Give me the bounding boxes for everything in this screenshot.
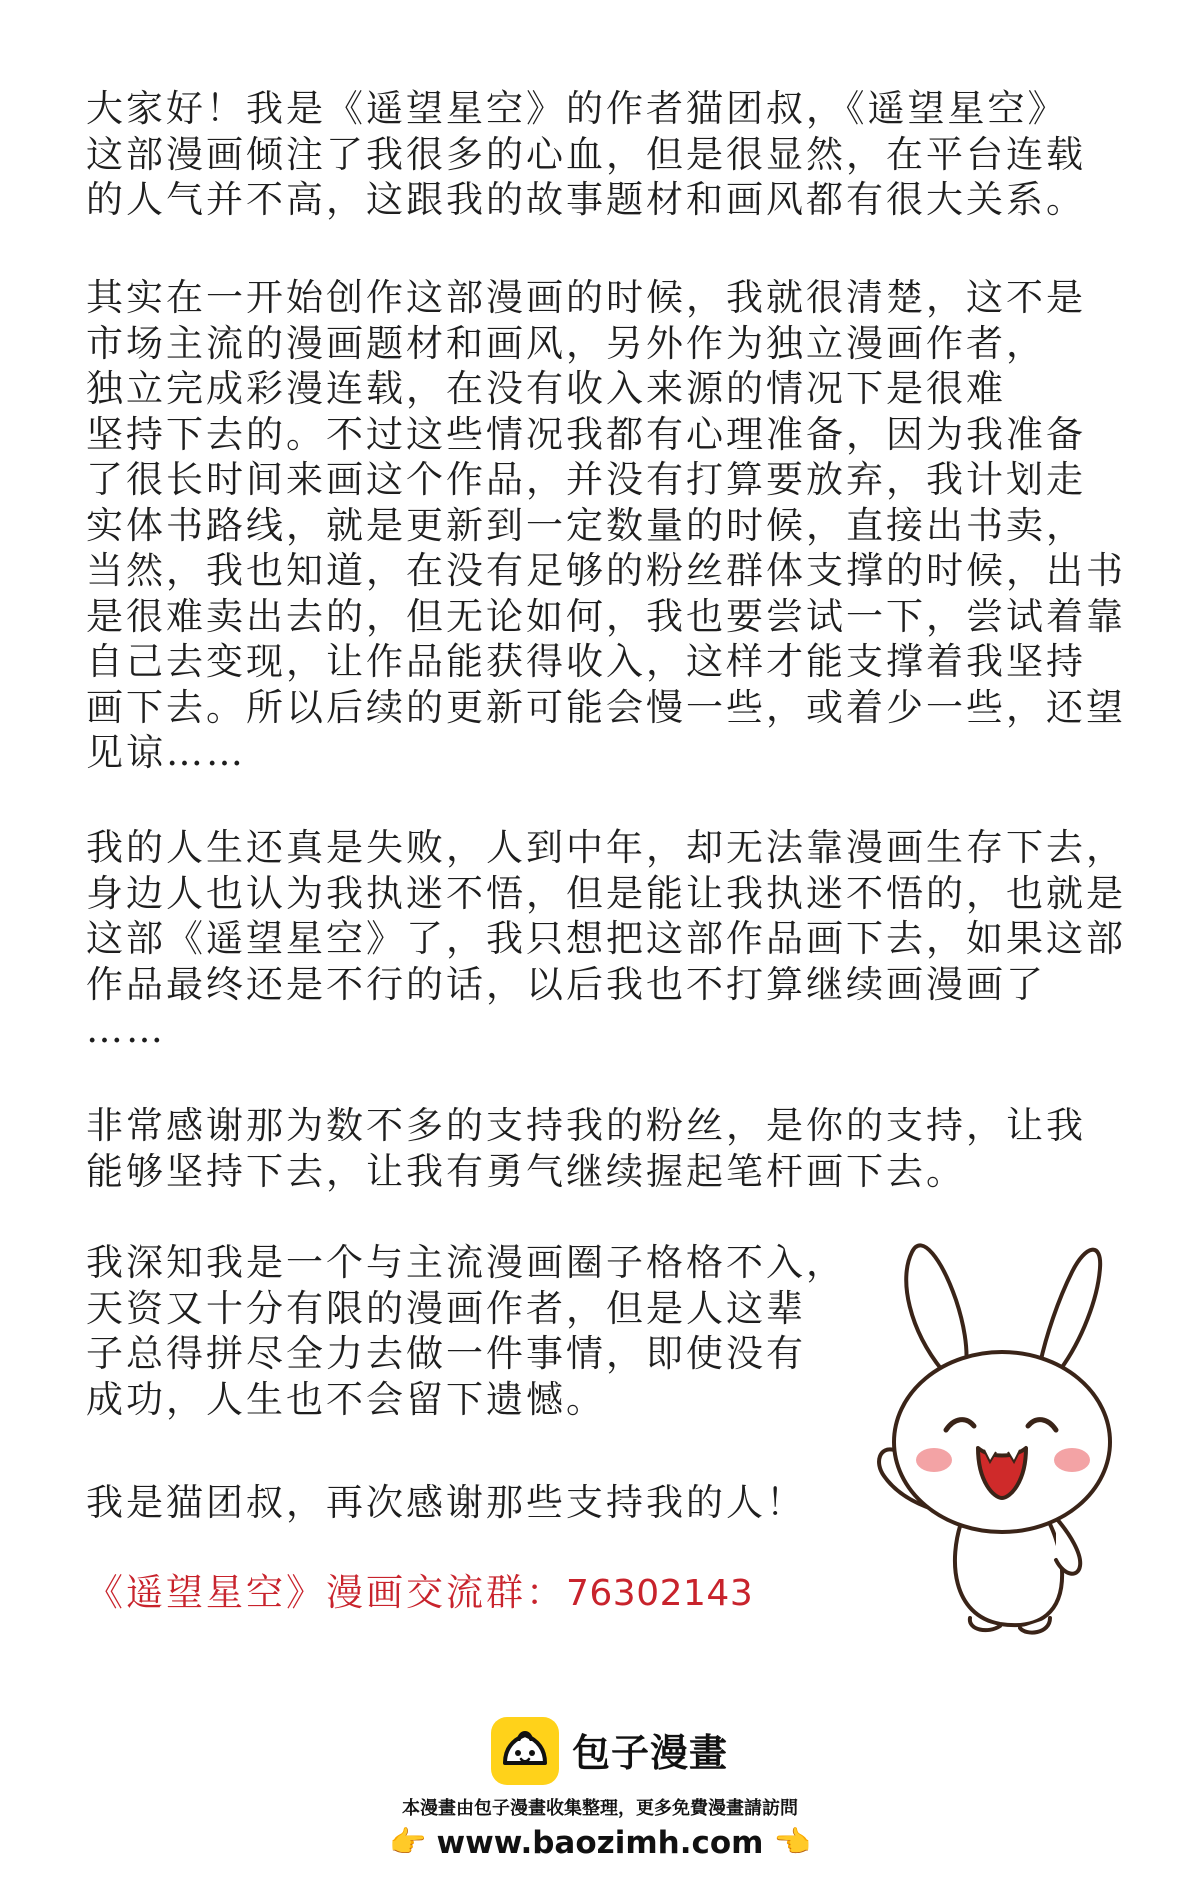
letter-line: 其实在一开始创作这部漫画的时候，我就很清楚，这不是 bbox=[86, 276, 1086, 319]
watermark-url-link[interactable]: www.baozimh.com bbox=[436, 1824, 764, 1861]
letter-line: 我是猫团叔，再次感谢那些支持我的人！ bbox=[86, 1481, 806, 1524]
letter-line: 能够坚持下去，让我有勇气继续握起笔杆画下去。 bbox=[86, 1149, 966, 1193]
letter-line: 非常感谢那为数不多的支持我的粉丝，是你的支持，让我 bbox=[86, 1104, 1086, 1147]
letter-line: 这部《遥望星空》了，我只想把这部作品画下去，如果这部 bbox=[86, 917, 1126, 960]
bunny-left-ear bbox=[906, 1245, 966, 1370]
letter-line: 了很长时间来画这个作品，并没有打算要放弃，我计划走 bbox=[86, 458, 1086, 501]
letter-line: 作品最终还是不行的话，以后我也不打算继续画漫画了 bbox=[86, 962, 1046, 1006]
baozi-logo-icon bbox=[491, 1717, 559, 1785]
paragraph-creation-story bbox=[86, 275, 1166, 776]
letter-line: 成功，人生也不会留下遗憾。 bbox=[86, 1377, 606, 1421]
pointing-left-hand-icon: 👈 bbox=[773, 1825, 811, 1860]
bunny-right-ear bbox=[1040, 1250, 1100, 1370]
letter-line: 是很难卖出去的，但无论如何，我也要尝试一下，尝试着靠 bbox=[86, 594, 1126, 638]
paragraph-life bbox=[86, 825, 1166, 1053]
letter-line: 市场主流的漫画题材和画风，另外作为独立漫画作者， bbox=[86, 321, 1046, 365]
letter-line: 的人气并不高，这跟我的故事题材和画风都有很大关系。 bbox=[86, 178, 1086, 221]
fan-group-label: 《遥望星空》漫画交流群： bbox=[86, 1571, 566, 1614]
letter-line: 实体书路线，就是更新到一定数量的时候，直接出书卖， bbox=[86, 503, 1086, 547]
letter-line: 画下去。所以后续的更新可能会慢一些，或着少一些，还望 bbox=[86, 685, 1126, 729]
letter-line: …… bbox=[86, 1008, 166, 1051]
bunny-head bbox=[894, 1352, 1110, 1532]
letter-line: 这部漫画倾注了我很多的心血，但是很显然，在平台连载 bbox=[86, 132, 1086, 176]
letter-line: 自己去变现，让作品能获得收入，这样才能支撑着我坚持 bbox=[86, 640, 1086, 683]
paragraph-greeting bbox=[86, 86, 1166, 223]
letter-line: 我的人生还真是失败，人到中年，却无法靠漫画生存下去， bbox=[86, 826, 1126, 869]
waving-bunny-illustration bbox=[850, 1220, 1140, 1640]
letter-line: 天资又十分有限的漫画作者，但是人这辈 bbox=[86, 1286, 806, 1330]
fan-group-number: 76302143 bbox=[566, 1573, 754, 1614]
letter-line: 身边人也认为我执迷不悟，但是能让我执迷不悟的，也就是 bbox=[86, 871, 1126, 915]
watermark-notice: 本漫畫由包子漫畫收集整理，更多免費漫畫請訪問 bbox=[402, 1798, 798, 1819]
watermark-url-row bbox=[0, 1823, 1200, 1861]
bunny-right-arm bbox=[1056, 1518, 1080, 1574]
paragraph-thanks-fans bbox=[86, 1103, 1166, 1194]
letter-line: 大家好！我是《遥望星空》的作者猫团叔，《遥望星空》 bbox=[86, 87, 1068, 130]
letter-line: 独立完成彩漫连载，在没有收入来源的情况下是很难 bbox=[86, 367, 1006, 410]
letter-line: 见谅…… bbox=[86, 731, 246, 774]
pointing-right-hand-icon: 👉 bbox=[389, 1825, 427, 1860]
letter-line: 当然，我也知道，在没有足够的粉丝群体支撑的时候，出书 bbox=[86, 549, 1126, 592]
letter-line: 子总得拼尽全力去做一件事情，即使没有 bbox=[86, 1332, 806, 1375]
letter-line: 我深知我是一个与主流漫画圈子格格不入， bbox=[86, 1241, 846, 1284]
baozi-logo-text: 包子漫畫 bbox=[572, 1731, 729, 1775]
letter-line: 坚持下去的。不过这些情况我都有心理准备，因为我准备 bbox=[86, 412, 1086, 456]
fan-group-line bbox=[86, 1562, 753, 1616]
